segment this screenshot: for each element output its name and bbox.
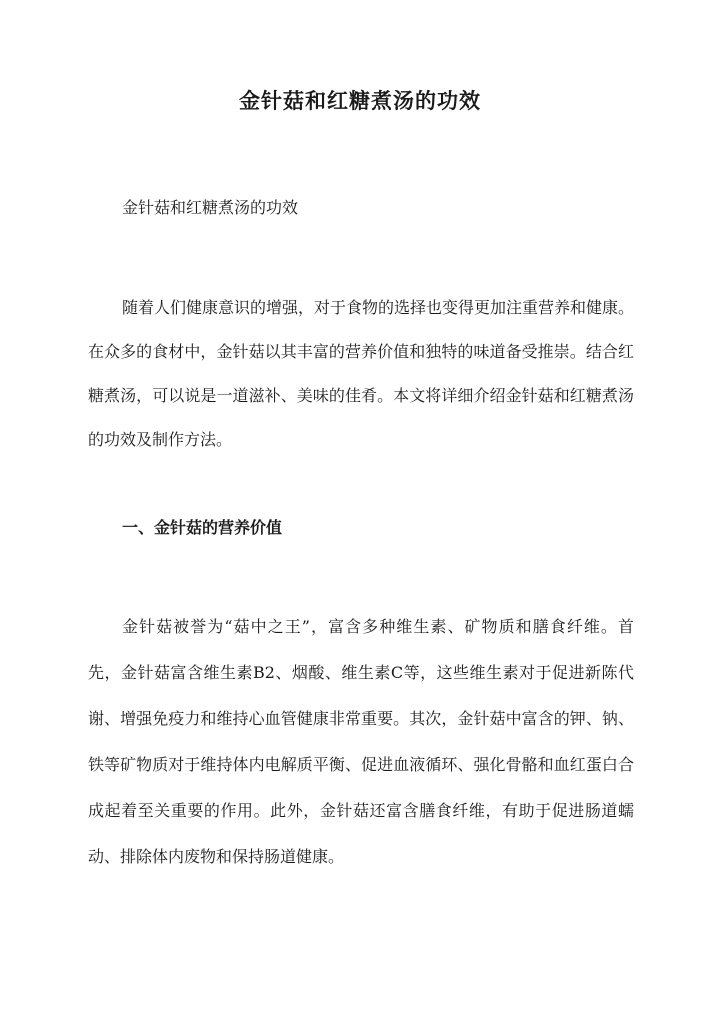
section-heading-nutrition: 一、金针菇的营养价值 bbox=[122, 518, 283, 537]
document-title: 金针菇和红糖煮汤的功效 bbox=[239, 88, 481, 113]
intro-paragraph: 随着人们健康意识的增强，对于食物的选择也变得更加注重营养和健康。在众多的食材中，金针菇以其丰富的营养价值和独特的味道备受推崇。结合红糖煮汤，可以说是一道滋补、美味的佳肴。本文将详细介绍金针菇和红糖煮汤的功效及制作方法。 bbox=[88, 298, 635, 449]
document-subtitle: 金针菇和红糖煮汤的功效 bbox=[122, 198, 299, 217]
nutrition-paragraph: 金针菇被誉为“菇中之王”，富含多种维生素、矿物质和膳食纤维。首先，金针菇富含维生素B2、烟酸、维生素C等，这些维生素对于促进新陈代谢、增强免疫力和维持心血管健康非常重要。其次，金针菇中富含的钾、钠、铁等矿物质对于维持体内电解质平衡、促进血液循环、强化骨骼和血红蛋白合成起着至关重要的作用。此外，金针菇还富含膳食纤维，有助于促进肠道蠕动、排除体内废物和保持肠道健康。 bbox=[88, 617, 634, 866]
